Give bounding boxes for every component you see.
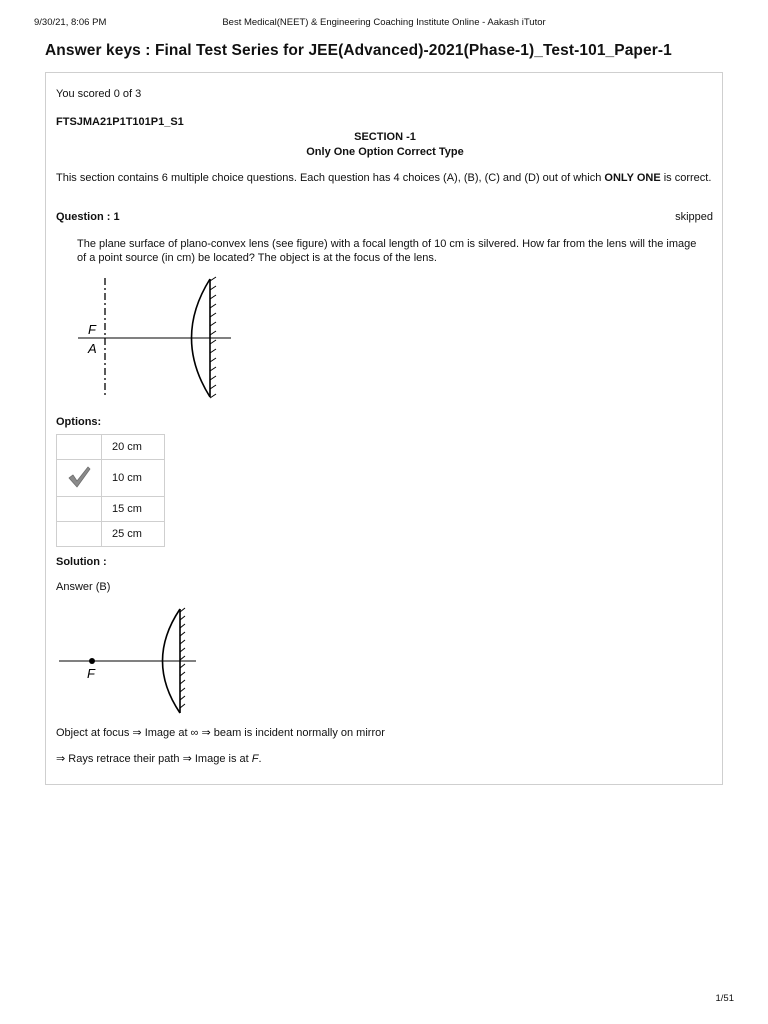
- option-row: [57, 522, 165, 547]
- question-status: skipped: [675, 211, 713, 223]
- options-table: [56, 434, 165, 547]
- focus-point: [89, 658, 95, 664]
- solution-label-f: F: [87, 666, 95, 681]
- options-label: Options:: [56, 416, 102, 428]
- question-text: The plane surface of plano-convex lens (see figure) with a focal length of 10 cm is silvered. How far from the lens will the image of a point source (in cm) be located? The object is at the focus of the lens.: [77, 238, 697, 264]
- check-mark-icon: [67, 465, 91, 489]
- option-value: 10 cm: [102, 460, 165, 497]
- answer-key-card: [45, 72, 723, 785]
- explanation-text: ⇒ Rays retrace their path ⇒ Image is at: [56, 753, 252, 765]
- question-figure-lens: [76, 276, 246, 401]
- option-value: 15 cm: [102, 497, 165, 522]
- solution-figure-lens: [56, 606, 201, 716]
- solution-label: Solution :: [56, 556, 107, 568]
- option-mark-cell: [57, 522, 102, 547]
- label-a: A: [88, 341, 97, 356]
- description-text: This section contains 6 multiple choice questions. Each question has 4 choices (A), (B), (C) and (D) out of which: [56, 172, 605, 184]
- option-mark-cell: [57, 497, 102, 522]
- explanation-end: .: [258, 753, 262, 765]
- section-description: [56, 171, 714, 185]
- label-f: F: [88, 322, 96, 337]
- section-title: SECTION -1: [354, 131, 416, 143]
- page-title: Answer keys : Final Test Series for JEE(Advanced)-2021(Phase-1)_Test-101_Paper-1: [45, 42, 672, 59]
- option-value: 20 cm: [102, 435, 165, 460]
- option-row: [57, 497, 165, 522]
- option-row: [57, 460, 165, 497]
- option-value: 25 cm: [102, 522, 165, 547]
- option-mark-cell: [57, 460, 102, 497]
- print-header: [0, 17, 768, 31]
- solution-explanation-1: Object at focus ⇒ Image at ∞ ⇒ beam is incident normally on mirror: [56, 727, 385, 739]
- solution-answer: Answer (B): [56, 581, 111, 593]
- description-text-end: is correct.: [660, 172, 712, 184]
- option-row: [57, 435, 165, 460]
- score-text: You scored 0 of 3: [56, 88, 142, 100]
- description-emphasis: ONLY ONE: [604, 172, 661, 184]
- section-code: FTSJMA21P1T101P1_S1: [56, 116, 184, 128]
- solution-explanation-2: [56, 752, 262, 766]
- page-number: 1/51: [715, 993, 734, 1004]
- print-site-title: Best Medical(NEET) & Engineering Coaching Institute Online - Aakash iTutor: [222, 17, 546, 28]
- option-mark-cell: [57, 435, 102, 460]
- section-subtitle: Only One Option Correct Type: [306, 146, 464, 158]
- explanation-focus-symbol: F: [251, 753, 259, 765]
- print-date: 9/30/21, 8:06 PM: [34, 17, 107, 28]
- question-label: Question : 1: [56, 211, 120, 223]
